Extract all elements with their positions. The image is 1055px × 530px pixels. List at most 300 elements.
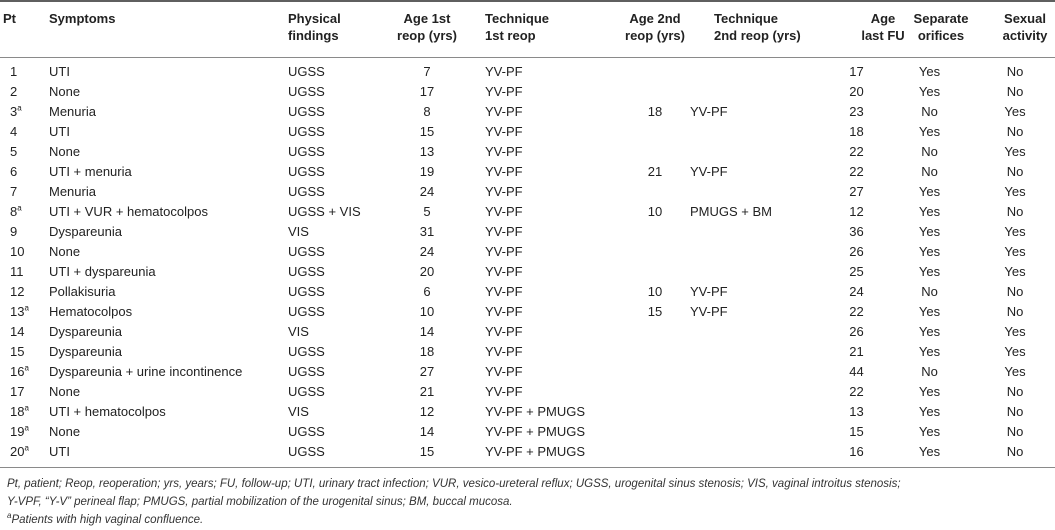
cell-technique-2nd-reop (690, 162, 829, 182)
cell-symptoms-text: Pollakisuria (49, 284, 116, 299)
cell-age-1st-reop-text: 21 (419, 384, 435, 399)
cell-age-last-fu-text: 15 (849, 424, 864, 439)
header-technique-1st-reop-line2: 1st reop (485, 28, 536, 43)
cell-technique-2nd-reop (690, 302, 829, 322)
cell-pt (0, 102, 48, 122)
cell-technique-2nd-reop (690, 222, 829, 242)
footnote-high-confluence-text: Patients with high vaginal confluence. (11, 514, 204, 526)
cell-physical-findings (288, 322, 394, 342)
cell-technique-2nd-reop (690, 422, 829, 442)
cell-separate-orifices-text: No (921, 164, 938, 179)
cell-symptoms-text: UTI (49, 444, 70, 459)
cell-sexual-activity-text: Yes (1004, 144, 1026, 159)
cell-technique-1st-reop (460, 222, 620, 242)
cell-pt (0, 122, 48, 142)
cell-physical-findings (288, 162, 394, 182)
cell-age-2nd-reop (620, 122, 690, 142)
header-technique-1st-reop (485, 10, 549, 44)
cell-age-last-fu-text: 22 (849, 304, 864, 319)
cell-technique-1st-reop (460, 362, 620, 382)
high-confluence-marker: a (17, 203, 22, 213)
cell-symptoms-text: Dyspareunia (49, 324, 122, 339)
cell-age-1st-reop-text: 14 (419, 324, 435, 339)
cell-technique-1st-reop-text: YV-PF (485, 284, 523, 299)
cell-age-1st-reop (394, 302, 460, 322)
cell-age-last-fu-text: 26 (849, 324, 864, 339)
cell-age-1st-reop-text: 19 (419, 164, 435, 179)
cell-pt (0, 262, 48, 282)
cell-technique-1st-reop (460, 262, 620, 282)
cell-separate-orifices-text: No (921, 284, 938, 299)
header-age-last-fu (861, 10, 904, 44)
table-row (0, 122, 1055, 142)
cell-symptoms (48, 322, 288, 342)
cell-age-1st-reop-text: 13 (419, 144, 435, 159)
cell-technique-2nd-reop (690, 182, 829, 202)
cell-separate-orifices-text: Yes (918, 384, 941, 399)
cell-age-2nd-reop (620, 262, 690, 282)
cell-age-2nd-reop (620, 182, 690, 202)
cell-technique-1st-reop (460, 382, 620, 402)
cell-pt-text: 14 (10, 324, 25, 339)
cell-age-1st-reop-text: 5 (423, 204, 431, 219)
cell-physical-findings-text: UGSS (288, 344, 325, 359)
cell-age-2nd-reop (620, 62, 690, 82)
table-row (0, 442, 1055, 462)
cell-symptoms-text: None (49, 84, 81, 99)
cell-technique-1st-reop-text: YV-PF (485, 384, 523, 399)
cell-symptoms (48, 302, 288, 322)
cell-pt (0, 142, 48, 162)
cell-age-2nd-reop (620, 202, 690, 222)
header-age-1st-reop-line2: reop (yrs) (397, 28, 457, 43)
cell-age-2nd-reop (620, 382, 690, 402)
cell-physical-findings-text: UGSS (288, 104, 325, 119)
cell-age-last-fu (829, 402, 884, 422)
cell-technique-1st-reop (460, 302, 620, 322)
cell-physical-findings (288, 82, 394, 102)
cell-pt (0, 342, 48, 362)
cell-technique-1st-reop (460, 322, 620, 342)
cell-technique-1st-reop (460, 202, 620, 222)
cell-age-last-fu-text: 26 (849, 244, 864, 259)
cell-age-1st-reop (394, 62, 460, 82)
cell-pt (0, 302, 48, 322)
cell-pt (0, 362, 48, 382)
cell-sexual-activity-text: No (1006, 124, 1024, 139)
cell-pt (0, 402, 48, 422)
header-technique-2nd-reop-line2: 2nd reop (yrs) (714, 28, 801, 43)
header-pt: Pt (3, 11, 16, 26)
cell-symptoms (48, 402, 288, 422)
cell-physical-findings (288, 182, 394, 202)
high-confluence-marker: a (24, 363, 29, 373)
cell-age-1st-reop-text: 20 (419, 264, 435, 279)
cell-physical-findings-text: UGSS (288, 64, 325, 79)
cell-symptoms-text: Menuria (49, 104, 96, 119)
cell-sexual-activity-text: No (1006, 444, 1024, 459)
cell-symptoms (48, 162, 288, 182)
cell-age-1st-reop (394, 122, 460, 142)
cell-pt-text: 17 (10, 384, 25, 399)
cell-age-1st-reop (394, 402, 460, 422)
cell-physical-findings (288, 242, 394, 262)
cell-pt-text: 15 (10, 344, 25, 359)
cell-technique-1st-reop-text: YV-PF (485, 84, 523, 99)
cell-symptoms-text: Dyspareunia (49, 344, 122, 359)
cell-sexual-activity (975, 302, 1055, 322)
cell-pt-text: 20 (10, 444, 25, 459)
cell-age-2nd-reop-text: 18 (647, 104, 663, 119)
cell-symptoms (48, 202, 288, 222)
cell-separate-orifices-text: Yes (918, 184, 941, 199)
cell-technique-1st-reop-text: YV-PF (485, 144, 523, 159)
cell-pt-text: 19 (10, 424, 25, 439)
high-confluence-marker: a (24, 443, 29, 453)
cell-physical-findings (288, 382, 394, 402)
cell-age-1st-reop (394, 442, 460, 462)
cell-age-2nd-reop (620, 102, 690, 122)
cell-technique-2nd-reop (690, 122, 829, 142)
cell-symptoms-text: Dyspareunia + urine incontinence (49, 364, 243, 379)
cell-separate-orifices (884, 282, 975, 302)
cell-sexual-activity (975, 202, 1055, 222)
cell-separate-orifices-text: No (921, 144, 938, 159)
cell-physical-findings (288, 402, 394, 422)
high-confluence-marker: a (24, 303, 29, 313)
cell-symptoms (48, 422, 288, 442)
table-row (0, 302, 1055, 322)
header-age-1st-reop-line1: Age 1st (403, 11, 451, 26)
header-separate-orifices (914, 10, 969, 44)
cell-age-last-fu-text: 44 (849, 364, 864, 379)
cell-pt (0, 442, 48, 462)
cell-sexual-activity-text: Yes (1004, 184, 1026, 199)
cell-sexual-activity-text: Yes (1004, 244, 1026, 259)
cell-technique-1st-reop-text: YV-PF (485, 184, 523, 199)
cell-age-last-fu-text: 23 (849, 104, 864, 119)
cell-age-last-fu-text: 36 (849, 224, 864, 239)
cell-technique-1st-reop-text: YV-PF (485, 224, 523, 239)
cell-sexual-activity-text: Yes (1004, 364, 1026, 379)
cell-pt (0, 182, 48, 202)
cell-age-last-fu-text: 24 (849, 284, 864, 299)
cell-technique-1st-reop (460, 282, 620, 302)
cell-sexual-activity-text: Yes (1004, 264, 1026, 279)
cell-age-1st-reop-text: 12 (419, 404, 435, 419)
cell-age-last-fu (829, 62, 884, 82)
cell-technique-1st-reop-text: YV-PF (485, 324, 523, 339)
cell-age-1st-reop-text: 27 (419, 364, 435, 379)
cell-technique-1st-reop-text: YV-PF (485, 304, 523, 319)
cell-physical-findings-text: UGSS (288, 184, 325, 199)
table-row (0, 282, 1055, 302)
cell-technique-1st-reop (460, 122, 620, 142)
cell-physical-findings-text: UGSS + VIS (288, 204, 361, 219)
cell-age-last-fu-text: 25 (849, 264, 864, 279)
cell-pt-text: 3 (10, 104, 18, 119)
cell-technique-1st-reop-text: YV-PF (485, 64, 523, 79)
cell-age-1st-reop-text: 15 (419, 444, 435, 459)
cell-separate-orifices (884, 62, 975, 82)
cell-physical-findings (288, 442, 394, 462)
cell-age-2nd-reop (620, 402, 690, 422)
cell-age-1st-reop-text: 10 (419, 304, 435, 319)
cell-pt-text: 1 (10, 64, 18, 79)
cell-sexual-activity-text: Yes (1004, 224, 1026, 239)
cell-age-last-fu (829, 322, 884, 342)
header-age-last-fu-line2: last FU (861, 28, 905, 43)
cell-separate-orifices (884, 142, 975, 162)
cell-pt-text: 16 (10, 364, 25, 379)
cell-physical-findings-text: UGSS (288, 144, 325, 159)
header-sexual-activity-line2: activity (1002, 28, 1048, 43)
cell-symptoms (48, 282, 288, 302)
cell-physical-findings-text: UGSS (288, 304, 325, 319)
cell-age-last-fu-text: 16 (849, 444, 864, 459)
cell-symptoms (48, 142, 288, 162)
cell-age-1st-reop (394, 102, 460, 122)
cell-age-last-fu (829, 382, 884, 402)
cell-technique-1st-reop-text: YV-PF + PMUGS (485, 424, 586, 439)
cell-age-1st-reop (394, 262, 460, 282)
cell-sexual-activity (975, 162, 1055, 182)
cell-physical-findings-text: UGSS (288, 264, 325, 279)
cell-physical-findings (288, 282, 394, 302)
cell-age-1st-reop-text: 17 (419, 84, 435, 99)
cell-age-1st-reop-text: 6 (423, 284, 431, 299)
cell-technique-1st-reop (460, 422, 620, 442)
cell-separate-orifices-text: No (921, 104, 938, 119)
cell-sexual-activity-text: No (1006, 284, 1024, 299)
cell-physical-findings-text: UGSS (288, 84, 325, 99)
cell-age-1st-reop (394, 142, 460, 162)
cell-age-last-fu-text: 17 (849, 64, 864, 79)
cell-technique-2nd-reop (690, 402, 829, 422)
cell-sexual-activity-text: Yes (1004, 344, 1026, 359)
bottom-rule (0, 467, 1055, 468)
cell-separate-orifices-text: Yes (918, 324, 941, 339)
cell-age-last-fu (829, 362, 884, 382)
cell-sexual-activity-text: No (1006, 204, 1024, 219)
table-row (0, 82, 1055, 102)
cell-physical-findings-text: UGSS (288, 284, 325, 299)
cell-age-last-fu (829, 142, 884, 162)
cell-pt-text: 6 (10, 164, 18, 179)
table-row (0, 142, 1055, 162)
cell-separate-orifices (884, 362, 975, 382)
cell-age-last-fu-text: 13 (849, 404, 864, 419)
footnote-abbreviations-line2: Y-VPF, “Y-V” perineal flap; PMUGS, partial mobilization of the urogenital sinus; BM, buccal mucosa. (7, 496, 513, 508)
top-rule (0, 0, 1055, 2)
table-row (0, 102, 1055, 122)
footnotes (7, 475, 901, 529)
cell-sexual-activity-text: No (1006, 304, 1024, 319)
cell-physical-findings (288, 62, 394, 82)
cell-separate-orifices (884, 322, 975, 342)
cell-separate-orifices-text: Yes (918, 444, 941, 459)
cell-sexual-activity (975, 382, 1055, 402)
cell-age-last-fu (829, 442, 884, 462)
table-row (0, 342, 1055, 362)
cell-age-last-fu (829, 342, 884, 362)
cell-separate-orifices (884, 402, 975, 422)
cell-pt (0, 162, 48, 182)
cell-separate-orifices (884, 222, 975, 242)
cell-age-1st-reop-text: 7 (423, 64, 431, 79)
cell-technique-2nd-reop (690, 202, 829, 222)
cell-pt (0, 322, 48, 342)
cell-pt (0, 222, 48, 242)
cell-technique-2nd-reop (690, 62, 829, 82)
cell-technique-2nd-reop (690, 282, 829, 302)
cell-symptoms-text: Hematocolpos (49, 304, 133, 319)
cell-separate-orifices (884, 102, 975, 122)
cell-technique-2nd-reop (690, 442, 829, 462)
cell-separate-orifices (884, 82, 975, 102)
table-body (0, 62, 1055, 462)
cell-physical-findings-text: UGSS (288, 384, 325, 399)
cell-technique-1st-reop (460, 62, 620, 82)
header-age-1st-reop (397, 10, 457, 44)
table-row (0, 182, 1055, 202)
cell-physical-findings (288, 422, 394, 442)
header-sexual-activity (1003, 10, 1048, 44)
cell-age-1st-reop (394, 282, 460, 302)
cell-technique-1st-reop (460, 442, 620, 462)
cell-sexual-activity (975, 242, 1055, 262)
cell-age-1st-reop (394, 222, 460, 242)
header-symptoms: Symptoms (49, 11, 116, 26)
cell-sexual-activity (975, 82, 1055, 102)
table-row (0, 362, 1055, 382)
cell-age-1st-reop-text: 18 (419, 344, 435, 359)
header-technique-1st-reop-line1: Technique (485, 11, 550, 26)
cell-separate-orifices-text: Yes (918, 124, 941, 139)
cell-pt-text: 18 (10, 404, 25, 419)
cell-technique-2nd-reop (690, 102, 829, 122)
cell-age-last-fu (829, 162, 884, 182)
cell-age-1st-reop (394, 162, 460, 182)
cell-symptoms (48, 442, 288, 462)
cell-pt-text: 5 (10, 144, 18, 159)
table-row (0, 242, 1055, 262)
cell-age-last-fu (829, 222, 884, 242)
cell-sexual-activity-text: No (1006, 424, 1024, 439)
cell-separate-orifices (884, 422, 975, 442)
cell-sexual-activity (975, 322, 1055, 342)
header-physical-findings-line2: findings (288, 28, 339, 43)
cell-age-last-fu (829, 182, 884, 202)
cell-technique-1st-reop-text: YV-PF (485, 344, 523, 359)
cell-symptoms-text: UTI (49, 124, 70, 139)
cell-age-1st-reop (394, 182, 460, 202)
cell-separate-orifices-text: Yes (918, 244, 941, 259)
cell-technique-1st-reop-text: YV-PF (485, 124, 523, 139)
cell-physical-findings-text: UGSS (288, 124, 325, 139)
cell-symptoms-text: UTI + menuria (49, 164, 132, 179)
high-confluence-marker: a (17, 103, 22, 113)
cell-age-last-fu (829, 302, 884, 322)
cell-age-1st-reop (394, 362, 460, 382)
header-rule (0, 57, 1055, 58)
header-technique-2nd-reop (714, 10, 801, 44)
cell-technique-1st-reop-text: YV-PF (485, 164, 523, 179)
cell-pt (0, 422, 48, 442)
cell-technique-2nd-reop-text: YV-PF (690, 304, 728, 319)
header-age-2nd-reop-line1: Age 2nd (629, 11, 681, 26)
cell-age-last-fu-text: 22 (849, 144, 864, 159)
cell-sexual-activity (975, 442, 1055, 462)
cell-separate-orifices-text: Yes (918, 64, 941, 79)
cell-age-last-fu-text: 22 (849, 164, 864, 179)
header-physical-findings-line1: Physical (288, 11, 341, 26)
cell-technique-1st-reop-text: YV-PF (485, 204, 523, 219)
cell-age-2nd-reop-text: 21 (647, 164, 663, 179)
header-separate-orifices-line1: Separate (913, 11, 969, 26)
cell-pt-text: 12 (10, 284, 25, 299)
cell-technique-2nd-reop-text: YV-PF (690, 284, 728, 299)
cell-sexual-activity (975, 262, 1055, 282)
cell-separate-orifices-text: No (921, 364, 938, 379)
cell-separate-orifices-text: Yes (918, 304, 941, 319)
cell-age-1st-reop (394, 382, 460, 402)
cell-technique-1st-reop (460, 342, 620, 362)
table-row (0, 422, 1055, 442)
table-row (0, 262, 1055, 282)
cell-sexual-activity (975, 102, 1055, 122)
header-age-2nd-reop (625, 10, 685, 44)
cell-technique-1st-reop-text: YV-PF + PMUGS (485, 444, 586, 459)
cell-separate-orifices-text: Yes (918, 264, 941, 279)
cell-physical-findings-text: UGSS (288, 164, 325, 179)
cell-age-last-fu-text: 18 (849, 124, 864, 139)
cell-age-2nd-reop (620, 162, 690, 182)
cell-sexual-activity (975, 402, 1055, 422)
cell-symptoms-text: Menuria (49, 184, 96, 199)
table-row (0, 162, 1055, 182)
cell-sexual-activity-text: No (1006, 404, 1024, 419)
cell-physical-findings (288, 122, 394, 142)
cell-physical-findings-text: UGSS (288, 244, 325, 259)
cell-sexual-activity-text: Yes (1004, 324, 1026, 339)
cell-pt-text: 2 (10, 84, 18, 99)
cell-technique-1st-reop-text: YV-PF (485, 244, 523, 259)
cell-pt (0, 202, 48, 222)
cell-age-2nd-reop-text: 10 (647, 284, 663, 299)
header-sexual-activity-line1: Sexual (1004, 11, 1046, 26)
header-separate-orifices-line2: orifices (917, 28, 965, 43)
cell-sexual-activity-text: No (1006, 64, 1024, 79)
cell-age-last-fu-text: 22 (849, 384, 864, 399)
cell-technique-2nd-reop (690, 362, 829, 382)
cell-age-last-fu (829, 282, 884, 302)
cell-technique-2nd-reop (690, 242, 829, 262)
cell-age-last-fu (829, 422, 884, 442)
cell-physical-findings (288, 362, 394, 382)
cell-physical-findings-text: UGSS (288, 444, 325, 459)
cell-age-2nd-reop (620, 222, 690, 242)
cell-symptoms-text: None (49, 144, 81, 159)
cell-technique-2nd-reop (690, 382, 829, 402)
cell-age-2nd-reop (620, 322, 690, 342)
cell-symptoms-text: UTI + dyspareunia (49, 264, 156, 279)
cell-technique-1st-reop-text: YV-PF (485, 364, 523, 379)
cell-sexual-activity (975, 142, 1055, 162)
cell-age-1st-reop-text: 24 (419, 244, 435, 259)
cell-symptoms (48, 222, 288, 242)
cell-pt-text: 4 (10, 124, 18, 139)
